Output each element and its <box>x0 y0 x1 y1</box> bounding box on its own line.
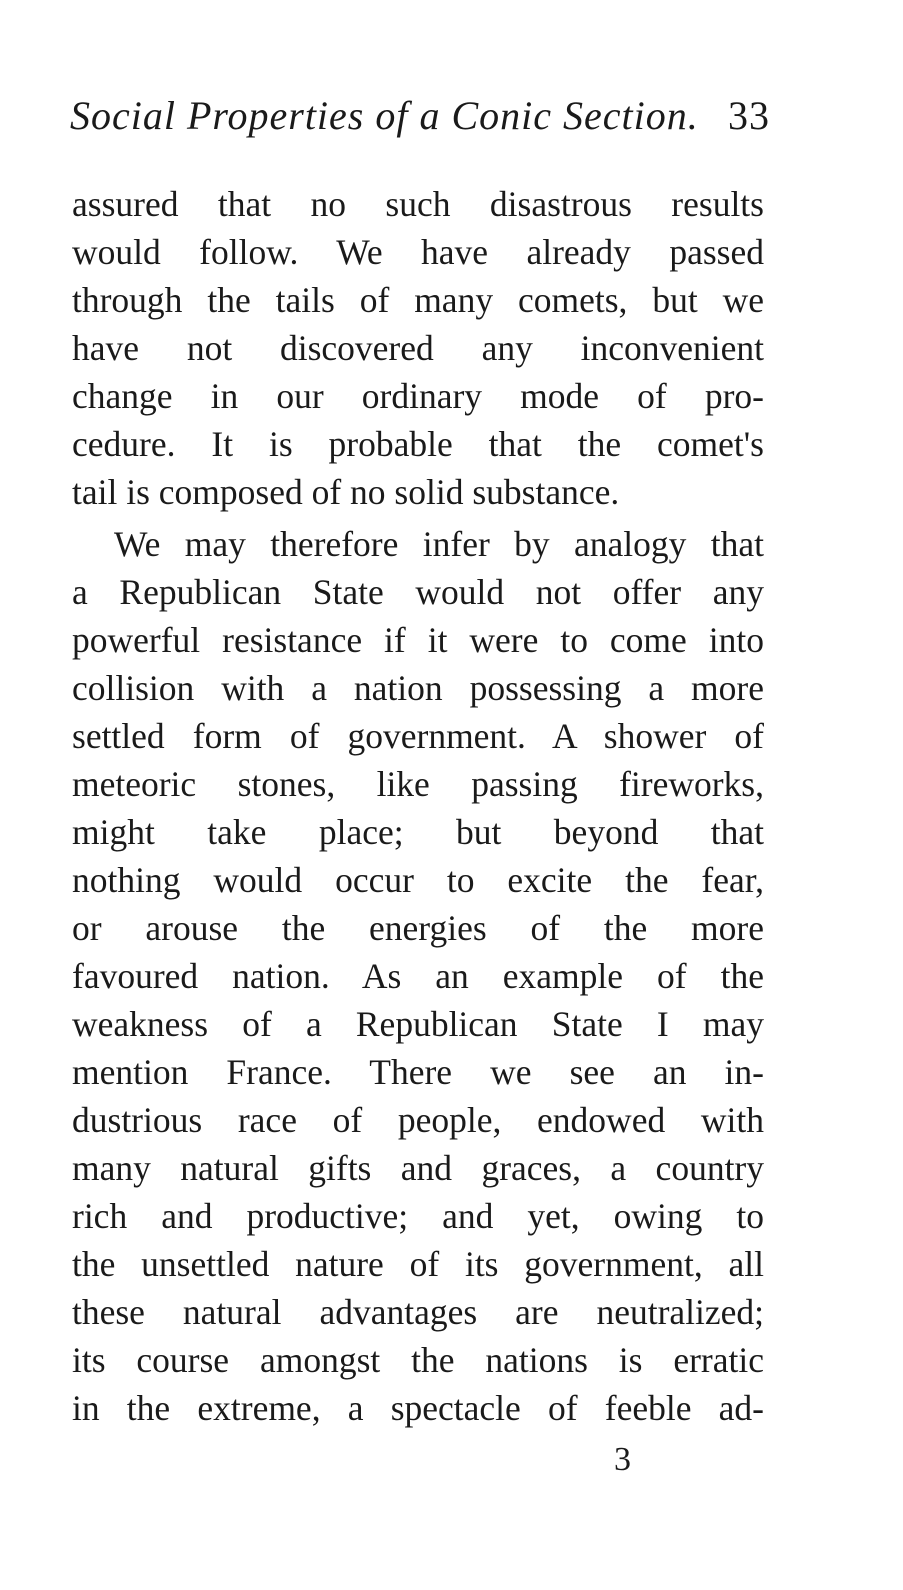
text-line: these natural advantages are neutralized; <box>72 1292 764 1332</box>
text-line: weakness of a Republican State I may <box>72 1004 764 1044</box>
text-line: mention France. There we see an in- <box>72 1052 764 1092</box>
running-head-title: Social Properties of a Conic Section. <box>70 93 699 138</box>
text-line: assured that no such disastrous results <box>72 184 764 224</box>
text-line: meteoric stones, like passing fireworks, <box>72 764 764 804</box>
text-line: through the tails of many comets, but we <box>72 280 764 320</box>
text-line: the unsettled nature of its government, all <box>72 1244 764 1284</box>
text-line: rich and productive; and yet, owing to <box>72 1196 764 1236</box>
page-number: 33 <box>728 93 770 138</box>
text-line: in the extreme, a spectacle of feeble ad- <box>72 1388 764 1428</box>
signature-mark: 3 <box>614 1441 631 1478</box>
text-line: settled form of government. A shower of <box>72 716 764 756</box>
text-line: collision with a nation possessing a more <box>72 668 764 708</box>
text-line: favoured nation. As an example of the <box>72 956 764 996</box>
text-line: would follow. We have already passed <box>72 232 764 272</box>
text-line: a Republican State would not offer any <box>72 572 764 612</box>
text-line: change in our ordinary mode of pro- <box>72 376 764 416</box>
text-line: dustrious race of people, endowed with <box>72 1100 764 1140</box>
text-line: nothing would occur to excite the fear, <box>72 860 764 900</box>
text-line: might take place; but beyond that <box>72 812 764 852</box>
text-line: or arouse the energies of the more <box>72 908 764 948</box>
text-line: tail is composed of no solid substance. <box>72 472 620 512</box>
text-line: We may therefore infer by analogy that <box>114 524 764 564</box>
running-head <box>70 88 770 144</box>
text-line: its course amongst the nations is erratic <box>72 1340 764 1380</box>
text-line: many natural gifts and graces, a country <box>72 1148 764 1188</box>
text-line: powerful resistance if it were to come into <box>72 620 764 660</box>
text-line: have not discovered any inconvenient <box>72 328 764 368</box>
text-line: cedure. It is probable that the comet's <box>72 424 764 464</box>
